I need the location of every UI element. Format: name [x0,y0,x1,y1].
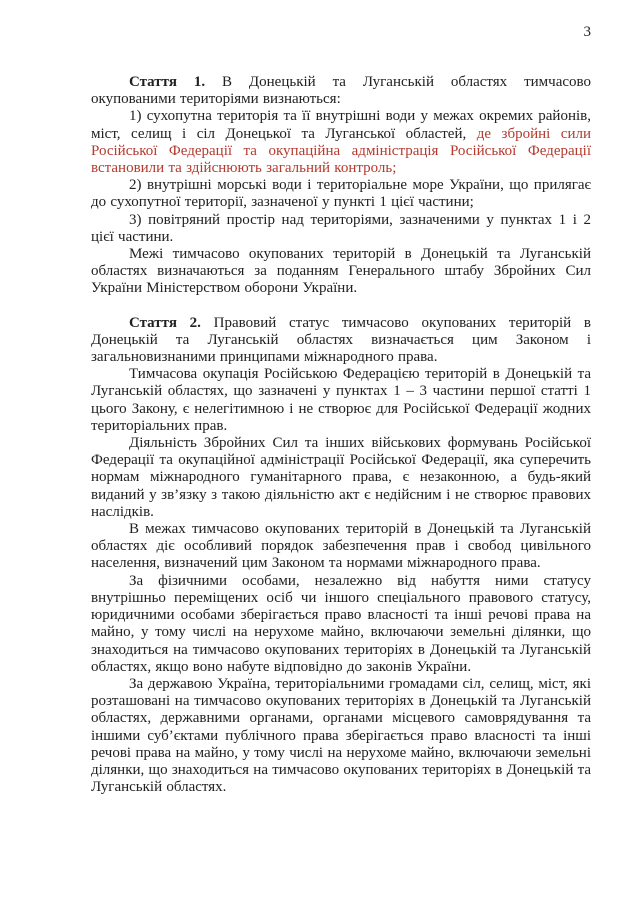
paragraph [91,435,591,521]
text-run: Тимчасова окупація Російською Федерацією територій в Донецькій та Луганській областях, що зазначені у пунктах 1 – 3 частини першої статті 1 цього Закону, є нелегітимною і не створює для Російської Федерації жодних територіальних прав. [91,366,591,434]
text-run: Правовий статус тимчасово окупованих територій в Донецькій та Луганській областях визначається цим Законом і загальновизнаними принципами міжнародного права. [91,314,591,366]
paragraph [91,74,591,108]
text-run: В межах тимчасово окупованих територій в Донецькій та Луганській областях діє особливий порядок забезпечення прав і свобод цивільного населення, визначений цим Законом та нормами міжнародного права. [91,521,591,572]
text-run: За державою Україна, територіальними громадами сіл, селищ, міст, які розташовані на тимчасово окупованих територіях в Донецькій та Луганській областях, державними органами, органами місцевого самоврядування та іншими суб’єктами публічного права зберігається право власності та інші речові права на майно, у тому числі на нерухоме майно, включаючи земельні ділянки, що знаходиться на тимчасово окупованих територіях в Донецькій та Луганській областях. [91,675,592,796]
paragraph [91,573,591,676]
paragraph [91,177,591,211]
text-run: 3) повітряний простір над територіями, зазначеними у пунктах 1 і 2 цієї частини. [91,211,591,245]
text-run: 2) внутрішні морські води і територіальне море України, що прилягає до сухопутної території, зазначеної у пункті 1 цієї частини; [91,177,591,211]
paragraph [91,676,591,796]
paragraph [91,108,591,177]
text-run: Діяльність Збройних Сил та інших військових формувань Російської Федерації та окупаційної адміністрації Російської Федерації, яка суперечить нормам міжнародного гуманітарного права, є незаконною, а будь-який виданий у зв’язку з такою діяльністю акт є недійсним і не створює правових наслідків. [91,435,591,520]
text-run: 1) сухопутна територія та її внутрішні води у межах окремих районів, міст, селищ і сіл Донецької та Луганської областей, [91,108,591,142]
text-run: За фізичними особами, незалежно від набуття ними статусу внутрішньо переміщених осіб чи іншого спеціального правового статусу, юридичними особами зберігається право власності та інші речові права на майно, у тому числі на нерухоме майно, включаючи земельні ділянки, що знаходиться на тимчасово окупованих територіях в Донецькій та Луганській областях, якщо воно набуте відповідно до законів України. [91,572,591,675]
paragraph [91,366,591,435]
text-run: В Донецькій та Луганській областях тимчасово окупованими територіями визнаються: [91,74,591,108]
paragraph [91,521,591,573]
article-lead: Стаття 1. [129,74,206,90]
red-text-run: де збройні сили Російської Федерації та окупаційна адміністрація Російської Федерації встановили та здійснюють загальний контроль; [91,125,591,177]
page-number: 3 [583,24,591,40]
paragraph [91,212,591,246]
paragraph [91,246,591,298]
text-run: Межі тимчасово окупованих територій в Донецькій та Луганській областях визначаються за поданням Генерального штабу Збройних Сил України Міністерством оборони України. [91,246,591,297]
document-body [91,74,591,796]
paragraph [91,315,591,367]
article-lead: Стаття 2. [129,314,201,331]
